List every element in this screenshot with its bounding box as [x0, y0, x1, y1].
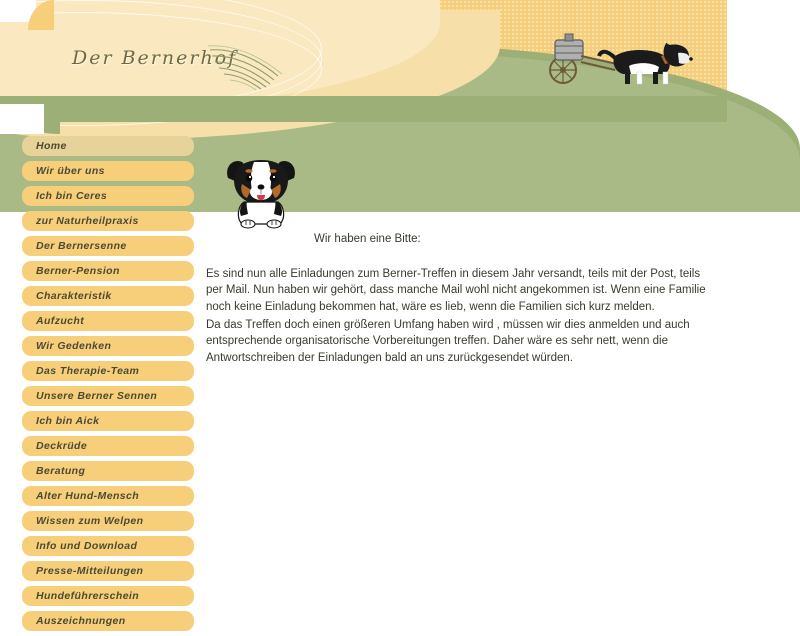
sidebar-item-aufzucht[interactable] — [22, 311, 194, 331]
sidebar-item-label: Home — [36, 140, 67, 152]
sidebar-item-unsere-berner-sennen[interactable] — [22, 386, 194, 406]
sidebar-item-label: Das Therapie-Team — [36, 365, 140, 377]
sidebar-item-auszeichnungen[interactable] — [22, 611, 194, 631]
sidebar-item-der-bernersenne[interactable] — [22, 236, 194, 256]
paragraph-1: Es sind nun alle Einladungen zum Berner-Treffen in diesem Jahr versandt, teils mit der Post, teils per Mail. Nun haben wir gehört, dass manche Mail wohl nicht angekommen ist. Wenn eine Familie noch keine Einladung bekommen hat, wäre es lieb, wenn die Familien sich kurz melden. — [206, 267, 706, 313]
sidebar-item-ich-bin-aick[interactable] — [22, 411, 194, 431]
sidebar-item-wir-ueber-uns[interactable] — [22, 161, 194, 181]
sidebar-item-zur-naturheilpraxis[interactable] — [22, 211, 194, 231]
sidebar-item-wir-gedenken[interactable] — [22, 336, 194, 356]
sidebar-item-label: Aufzucht — [36, 315, 85, 327]
sidebar-item-home[interactable] — [22, 136, 194, 156]
sidebar-item-label: Beratung — [36, 465, 86, 477]
sidebar-item-deckruede[interactable] — [22, 436, 194, 456]
sidebar-item-info-und-download[interactable] — [22, 536, 194, 556]
sidebar-item-label: Der Bernersenne — [36, 240, 127, 252]
paragraph-2: Da das Treffen doch einen größeren Umfang haben wird , müssen wir dies anmelden und auch entsprechende organisatorische Vorbereitungen treffen. Daher wäre es sehr nett, wenn die Antwortschreiben der Einladungen bald an uns zurückgesendet würden. — [206, 318, 690, 364]
bernese-mountain-dog-illustration — [220, 156, 302, 228]
sidebar-item-label: Wir Gedenken — [36, 340, 112, 352]
sidebar-item-das-therapie-team[interactable] — [22, 361, 194, 381]
sidebar-item-label: Wir über uns — [36, 165, 105, 177]
sidebar-item-label: Info und Download — [36, 540, 138, 552]
sidebar-item-label: Deckrüde — [36, 440, 88, 452]
site-logo-text: Der Bernerhof — [72, 47, 238, 69]
sidebar-item-beratung[interactable] — [22, 461, 194, 481]
sidebar-item-wissen-zum-welpen[interactable] — [22, 511, 194, 531]
sidebar-item-label: Unsere Berner Sennen — [36, 390, 158, 402]
sidebar-item-label: Charakteristik — [36, 290, 112, 302]
dog-cart-carriage-icon — [545, 26, 695, 88]
sidebar-item-presse-mitteilungen[interactable] — [22, 561, 194, 581]
sidebar-item-label: Berner-Pension — [36, 265, 120, 277]
sidebar-item-label: zur Naturheilpraxis — [36, 215, 139, 227]
sidebar-nav — [22, 136, 194, 636]
header-green-shelf — [0, 96, 727, 122]
sidebar-item-berner-pension[interactable] — [22, 261, 194, 281]
sidebar-item-label: Auszeichnungen — [36, 615, 126, 627]
feather-icon — [206, 42, 286, 92]
sidebar-item-hundefuehrerschein[interactable] — [22, 586, 194, 606]
sidebar-item-label: Wissen zum Welpen — [36, 515, 144, 527]
sidebar-item-label: Ich bin Ceres — [36, 190, 108, 202]
sidebar-item-label: Hundeführerschein — [36, 590, 140, 602]
intro-line: Wir haben eine Bitte: — [314, 233, 421, 245]
header-shelf-notch — [0, 104, 44, 134]
sidebar-item-label: Ich bin Aick — [36, 415, 100, 427]
sidebar-item-ich-bin-ceres[interactable] — [22, 186, 194, 206]
sidebar-item-label: Alter Hund-Mensch — [36, 490, 140, 502]
sidebar-item-alter-hund-mensch[interactable] — [22, 486, 194, 506]
sidebar-item-label: Presse-Mitteilungen — [36, 565, 144, 577]
sidebar-item-charakteristik[interactable] — [22, 286, 194, 306]
